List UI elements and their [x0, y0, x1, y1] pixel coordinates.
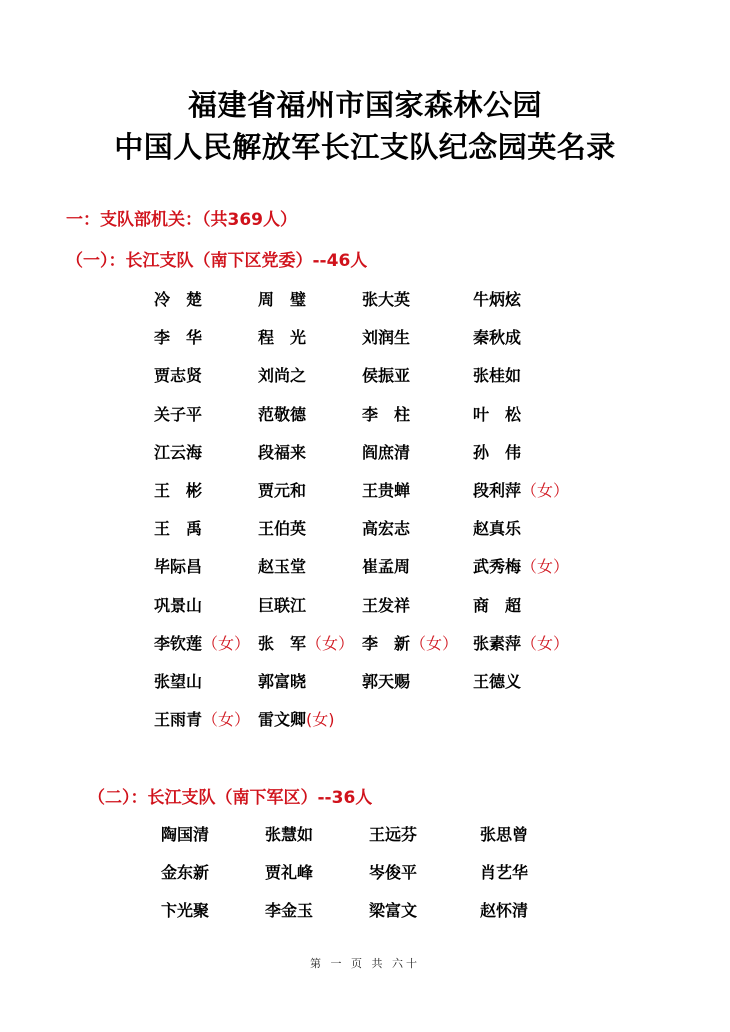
person-name: 江云海 — [154, 442, 203, 462]
person-entry — [473, 326, 521, 350]
person-entry — [161, 823, 209, 847]
person-name: 赵怀清 — [480, 901, 529, 921]
person-entry — [154, 288, 202, 312]
person-name: 范敬德 — [258, 404, 307, 424]
person-name: 贾礼峰 — [265, 863, 314, 883]
person-name: 孙 伟 — [473, 442, 522, 462]
person-entry — [362, 403, 410, 427]
person-entry — [473, 479, 569, 503]
person-name: 金东新 — [161, 863, 210, 883]
person-entry — [369, 861, 417, 885]
female-marker: (女) — [306, 710, 335, 730]
person-entry — [473, 594, 521, 618]
person-name: 赵真乐 — [473, 519, 522, 539]
person-entry — [154, 441, 202, 465]
person-entry — [258, 594, 306, 618]
person-entry — [473, 517, 521, 541]
person-name: 王 禹 — [154, 519, 203, 539]
person-entry — [154, 479, 202, 503]
person-name: 岑俊平 — [369, 863, 418, 883]
person-entry — [362, 632, 458, 656]
person-name: 张素萍 — [473, 633, 522, 653]
person-name: 张思曾 — [480, 825, 529, 844]
person-entry — [362, 594, 410, 618]
person-entry — [258, 326, 306, 350]
person-entry — [473, 288, 521, 312]
subsection-heading-military-region: （二）：长江支队（南下军区）--36人 — [88, 788, 373, 808]
person-entry — [161, 861, 209, 885]
person-entry — [154, 517, 202, 541]
person-name: 王远芬 — [369, 825, 418, 844]
female-marker: （女） — [410, 633, 459, 653]
person-name: 张望山 — [154, 671, 203, 691]
female-marker: （女） — [202, 633, 251, 653]
person-name: 周 璧 — [258, 290, 307, 309]
person-entry — [265, 899, 313, 923]
person-entry — [258, 517, 306, 541]
title-line-2: 中国人民解放军长江支队纪念园英名录 — [114, 130, 616, 164]
person-name: 李金玉 — [265, 901, 314, 921]
female-marker: （女） — [202, 710, 251, 730]
person-entry — [362, 479, 410, 503]
person-entry — [258, 632, 354, 656]
person-name: 商 超 — [473, 595, 522, 615]
person-name: 高宏志 — [362, 519, 411, 539]
person-name: 王 彬 — [154, 480, 203, 500]
person-entry — [362, 517, 410, 541]
person-entry — [154, 403, 202, 427]
person-entry — [258, 670, 306, 694]
person-name: 王伯英 — [258, 519, 307, 539]
title-line-1: 福建省福州市国家森林公园 — [187, 88, 542, 122]
person-name: 赵玉堂 — [258, 557, 307, 577]
person-entry — [154, 670, 202, 694]
person-name: 贾元和 — [258, 480, 307, 500]
person-name: 李钦莲 — [154, 633, 203, 653]
person-entry — [473, 670, 521, 694]
person-name: 冷 楚 — [154, 290, 203, 309]
person-name: 李 新 — [362, 633, 411, 653]
person-entry — [362, 364, 410, 388]
person-name: 郭富晓 — [258, 671, 307, 691]
person-name: 阎庶清 — [362, 442, 411, 462]
person-name: 雷文卿 — [258, 710, 307, 730]
person-entry — [154, 594, 202, 618]
person-name: 张慧如 — [265, 825, 314, 844]
person-entry — [154, 364, 202, 388]
person-name: 郭天赐 — [362, 671, 411, 691]
person-entry — [480, 899, 528, 923]
person-name: 叶 松 — [473, 404, 522, 424]
person-name: 陶国清 — [161, 825, 210, 844]
female-marker: （女） — [521, 557, 570, 577]
person-name: 王德义 — [473, 671, 522, 691]
person-entry — [480, 823, 528, 847]
person-name: 崔孟周 — [362, 557, 411, 577]
female-marker: （女） — [521, 633, 570, 653]
person-name: 李 华 — [154, 328, 203, 348]
person-name: 张大英 — [362, 290, 411, 309]
person-name: 张桂如 — [473, 366, 522, 386]
person-entry — [265, 823, 313, 847]
person-entry — [369, 899, 417, 923]
person-entry — [480, 861, 528, 885]
section-heading-hq: 一：支队部机关：（共369人） — [66, 210, 297, 230]
page-footer: 第 一 页 共 六十 — [310, 957, 420, 970]
person-entry — [362, 441, 410, 465]
person-entry — [161, 899, 209, 923]
person-name: 李 柱 — [362, 404, 411, 424]
person-entry — [154, 708, 250, 732]
person-entry — [154, 632, 250, 656]
person-name: 卞光聚 — [161, 901, 210, 921]
person-name: 武秀梅 — [473, 557, 522, 577]
person-name: 程 光 — [258, 328, 307, 348]
person-entry — [258, 708, 335, 732]
person-entry — [154, 555, 202, 579]
person-name: 刘尚之 — [258, 366, 307, 386]
person-name: 王贵蝉 — [362, 480, 411, 500]
person-entry — [265, 861, 313, 885]
person-entry — [473, 441, 521, 465]
person-name: 毕际昌 — [154, 557, 203, 577]
person-name: 贾志贤 — [154, 366, 203, 386]
person-name: 王发祥 — [362, 595, 411, 615]
female-marker: （女） — [521, 480, 570, 500]
person-entry — [473, 403, 521, 427]
person-entry — [473, 632, 569, 656]
person-name: 侯振亚 — [362, 366, 411, 386]
person-name: 刘润生 — [362, 328, 411, 348]
person-name: 秦秋成 — [473, 328, 522, 348]
person-entry — [258, 479, 306, 503]
person-name: 牛炳炫 — [473, 290, 522, 309]
person-entry — [473, 364, 521, 388]
person-name: 段利萍 — [473, 480, 522, 500]
person-name: 王雨青 — [154, 710, 203, 730]
person-entry — [258, 364, 306, 388]
person-entry — [258, 288, 306, 312]
person-entry — [362, 670, 410, 694]
person-name: 张 军 — [258, 633, 307, 653]
person-entry — [258, 403, 306, 427]
person-name: 关子平 — [154, 404, 203, 424]
person-entry — [258, 441, 306, 465]
person-name: 巨联江 — [258, 595, 307, 615]
subsection-heading-party-committee: （一）：长江支队（南下区党委）--46人 — [66, 251, 368, 271]
person-name: 梁富文 — [369, 901, 418, 921]
person-entry — [362, 326, 410, 350]
person-name: 肖艺华 — [480, 863, 529, 883]
female-marker: （女） — [306, 633, 355, 653]
person-name: 巩景山 — [154, 595, 203, 615]
person-entry — [473, 555, 569, 579]
person-entry — [362, 555, 410, 579]
person-entry — [154, 326, 202, 350]
person-entry — [362, 288, 410, 312]
person-entry — [258, 555, 306, 579]
person-name: 段福来 — [258, 442, 307, 462]
person-entry — [369, 823, 417, 847]
